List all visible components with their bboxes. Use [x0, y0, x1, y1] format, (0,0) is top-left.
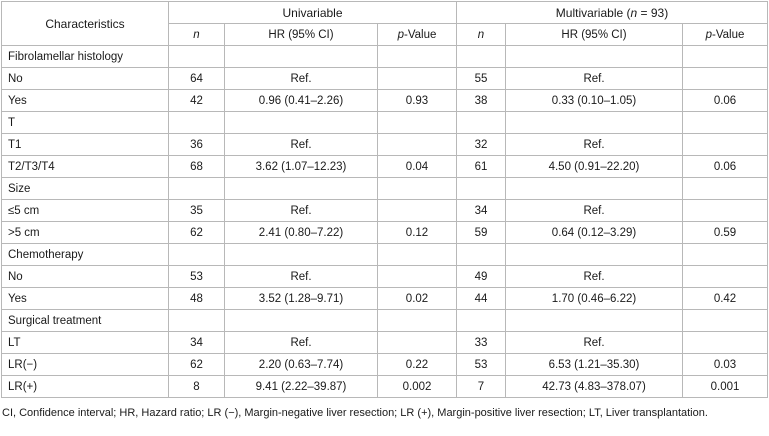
empty-cell	[378, 178, 457, 200]
univariable-n: 53	[169, 266, 225, 288]
empty-cell	[457, 310, 506, 332]
empty-cell	[506, 112, 683, 134]
empty-cell	[683, 244, 768, 266]
empty-cell	[169, 178, 225, 200]
footnote: CI, Confidence interval; HR, Hazard ratio; LR (−), Margin-negative liver resection; LR (+), Margin-positive liver resection; LT, Liver transplantation.	[2, 407, 708, 419]
univariable-hr: Ref.	[225, 200, 378, 222]
group-header-row	[2, 46, 768, 68]
multivariable-hr: 1.70 (0.46–6.22)	[506, 288, 683, 310]
row-label: >5 cm	[2, 222, 169, 244]
empty-cell	[378, 46, 457, 68]
empty-cell	[457, 178, 506, 200]
empty-cell	[506, 244, 683, 266]
multivariable-hr: Ref.	[506, 134, 683, 156]
multivariable-hr: 42.73 (4.83–378.07)	[506, 376, 683, 398]
empty-cell	[225, 244, 378, 266]
multivariable-p	[683, 68, 768, 90]
empty-cell	[457, 244, 506, 266]
multivariable-n: 55	[457, 68, 506, 90]
univariable-n: 64	[169, 68, 225, 90]
multivariable-n: 38	[457, 90, 506, 112]
univariable-p	[378, 200, 457, 222]
empty-cell	[169, 112, 225, 134]
multivariable-n: 49	[457, 266, 506, 288]
multivariable-hr: 0.33 (0.10–1.05)	[506, 90, 683, 112]
empty-cell	[506, 46, 683, 68]
multivariable-hr: Ref.	[506, 68, 683, 90]
univariable-p: 0.002	[378, 376, 457, 398]
empty-cell	[506, 178, 683, 200]
empty-cell	[683, 178, 768, 200]
row-label: LR(−)	[2, 354, 169, 376]
multivariable-p: 0.03	[683, 354, 768, 376]
multivariable-n-header: n	[457, 24, 506, 46]
empty-cell	[225, 46, 378, 68]
univariable-p: 0.22	[378, 354, 457, 376]
multivariable-hr: 4.50 (0.91–22.20)	[506, 156, 683, 178]
univariable-hr: Ref.	[225, 332, 378, 354]
group-title: Fibrolamellar histology	[2, 46, 169, 68]
multivariable-n: 53	[457, 354, 506, 376]
group-header-row	[2, 112, 768, 134]
row-label: T1	[2, 134, 169, 156]
row-label: No	[2, 266, 169, 288]
row-label: No	[2, 68, 169, 90]
empty-cell	[457, 112, 506, 134]
group-title: T	[2, 112, 169, 134]
row-label: ≤5 cm	[2, 200, 169, 222]
univariable-hr: Ref.	[225, 134, 378, 156]
univariable-n: 8	[169, 376, 225, 398]
table-body	[2, 46, 768, 398]
table-row	[2, 332, 768, 354]
univariable-n: 34	[169, 332, 225, 354]
univariable-hr: 3.52 (1.28–9.71)	[225, 288, 378, 310]
table-row	[2, 200, 768, 222]
multivariable-p	[683, 266, 768, 288]
univariable-hr: 3.62 (1.07–12.23)	[225, 156, 378, 178]
multivariable-n: 44	[457, 288, 506, 310]
row-label: LT	[2, 332, 169, 354]
univariable-p: 0.12	[378, 222, 457, 244]
row-label: LR(+)	[2, 376, 169, 398]
empty-cell	[506, 310, 683, 332]
multivariable-p	[683, 332, 768, 354]
multivariable-hr-header: HR (95% CI)	[506, 24, 683, 46]
univariable-n: 68	[169, 156, 225, 178]
table-row	[2, 68, 768, 90]
multivariable-p-header: p-Value	[683, 24, 768, 46]
multivariable-p: 0.06	[683, 156, 768, 178]
univariable-hr-header: HR (95% CI)	[225, 24, 378, 46]
univariable-hr: Ref.	[225, 68, 378, 90]
univariable-n: 36	[169, 134, 225, 156]
univariable-hr: 0.96 (0.41–2.26)	[225, 90, 378, 112]
group-header-row	[2, 244, 768, 266]
table-row	[2, 156, 768, 178]
univariable-p	[378, 68, 457, 90]
row-label: Yes	[2, 288, 169, 310]
univariable-p: 0.93	[378, 90, 457, 112]
characteristics-header: Characteristics	[2, 2, 169, 46]
group-title: Chemotherapy	[2, 244, 169, 266]
multivariable-n: 59	[457, 222, 506, 244]
multivariable-p: 0.42	[683, 288, 768, 310]
empty-cell	[683, 310, 768, 332]
empty-cell	[378, 244, 457, 266]
multivariable-n: 33	[457, 332, 506, 354]
multivariable-hr: 6.53 (1.21–35.30)	[506, 354, 683, 376]
univariable-p: 0.02	[378, 288, 457, 310]
multivariable-hr: Ref.	[506, 266, 683, 288]
group-title: Surgical treatment	[2, 310, 169, 332]
group-header-row	[2, 310, 768, 332]
multivariable-p	[683, 200, 768, 222]
empty-cell	[378, 310, 457, 332]
univariable-p: 0.04	[378, 156, 457, 178]
empty-cell	[225, 178, 378, 200]
multivariable-p	[683, 134, 768, 156]
univariable-p	[378, 266, 457, 288]
multivariable-hr: Ref.	[506, 332, 683, 354]
table-row	[2, 222, 768, 244]
multivariable-p: 0.001	[683, 376, 768, 398]
univariable-p-header: p-Value	[378, 24, 457, 46]
univariable-hr: 9.41 (2.22–39.87)	[225, 376, 378, 398]
multivariable-n: 32	[457, 134, 506, 156]
table-row	[2, 376, 768, 398]
univariable-hr: 2.41 (0.80–7.22)	[225, 222, 378, 244]
multivariable-hr: Ref.	[506, 200, 683, 222]
multivariable-p: 0.59	[683, 222, 768, 244]
empty-cell	[225, 310, 378, 332]
empty-cell	[169, 310, 225, 332]
univariable-n: 62	[169, 354, 225, 376]
table-row	[2, 134, 768, 156]
table-row	[2, 288, 768, 310]
empty-cell	[683, 112, 768, 134]
univariable-n: 42	[169, 90, 225, 112]
empty-cell	[169, 244, 225, 266]
univariable-n: 48	[169, 288, 225, 310]
multivariable-n: 61	[457, 156, 506, 178]
results-table	[1, 1, 768, 398]
row-label: T2/T3/T4	[2, 156, 169, 178]
multivariable-n: 7	[457, 376, 506, 398]
multivariable-hr: 0.64 (0.12–3.29)	[506, 222, 683, 244]
univariable-hr: 2.20 (0.63–7.74)	[225, 354, 378, 376]
multivariable-n: 34	[457, 200, 506, 222]
header-row-1	[2, 2, 768, 24]
empty-cell	[683, 46, 768, 68]
univariable-n-header: n	[169, 24, 225, 46]
multivariable-header: Multivariable (n = 93)	[457, 2, 768, 24]
table-row	[2, 90, 768, 112]
univariable-p	[378, 134, 457, 156]
empty-cell	[378, 112, 457, 134]
group-header-row	[2, 178, 768, 200]
group-title: Size	[2, 178, 169, 200]
univariable-p	[378, 332, 457, 354]
multivariable-p: 0.06	[683, 90, 768, 112]
univariable-n: 62	[169, 222, 225, 244]
univariable-header: Univariable	[169, 2, 457, 24]
table-row	[2, 354, 768, 376]
univariable-hr: Ref.	[225, 266, 378, 288]
table-row	[2, 266, 768, 288]
empty-cell	[169, 46, 225, 68]
univariable-n: 35	[169, 200, 225, 222]
row-label: Yes	[2, 90, 169, 112]
empty-cell	[457, 46, 506, 68]
empty-cell	[225, 112, 378, 134]
